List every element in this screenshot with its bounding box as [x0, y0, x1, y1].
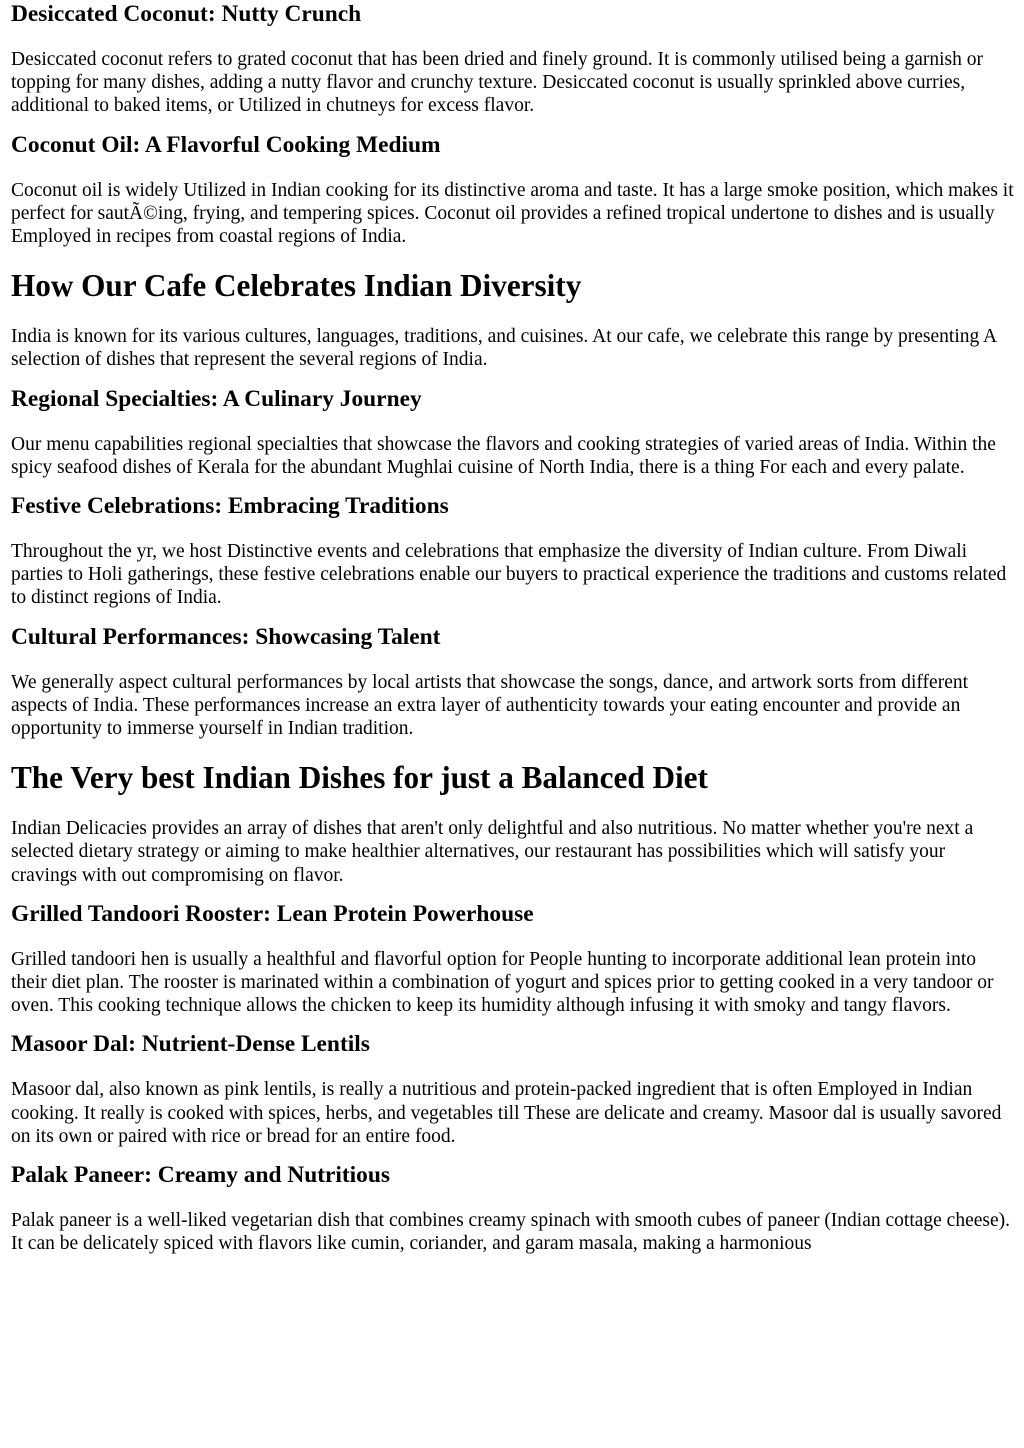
section-body-balanced-diet: Indian Delicacies provides an array of dishes that aren't only delightful and also nutritious. No matter whether you're next a selected dietary strategy or aiming to make healthier alternatives, our restaurant has possibilities which will satisfy your cravings with out compromising on flavor.: [11, 818, 974, 886]
section-body-masoor-dal: Masoor dal, also known as pink lentils, is really a nutritious and protein-packed ingredient that is often Employed in Indian cooking. It really is cooked with spices, herbs, and vegetables till These are delicate and creamy. Masoor dal is usually savored on its own or paired with rice or bread for an entire food.: [11, 1079, 1002, 1147]
section-heading-desiccated-coconut: Desiccated Coconut: Nutty Crunch: [11, 1, 362, 27]
section-body-festive-celebrations: Throughout the yr, we host Distinctive events and celebrations that emphasize the diversity of Indian culture. From Diwali parties to Holi gatherings, these festive celebrations enable our buyers to practical experience the traditions and customs related to distinct regions of India.: [11, 541, 1007, 609]
section-heading-masoor-dal: Masoor Dal: Nutrient-Dense Lentils: [11, 1031, 370, 1058]
section-body-indian-diversity: India is known for its various cultures, languages, traditions, and cuisines. At our cafe, we celebrate this range by presenting A selection of dishes that represent the several regions of India.: [11, 326, 997, 371]
section-heading-balanced-diet: The Very best Indian Dishes for just a Balanced Diet: [11, 760, 708, 796]
section-heading-festive-celebrations: Festive Celebrations: Embracing Traditions: [11, 493, 449, 520]
section-body-tandoori: Grilled tandoori hen is usually a healthful and flavorful option for People hunting to incorporate additional lean protein into their diet plan. The rooster is marinated within a combination of yogurt and spices prior to getting cooked in a very tandoor or oven. This cooking technique allows the chicken to keep its humidity although infusing it with smoky and tangy flavors.: [11, 948, 994, 1017]
section-body-desiccated-coconut: Desiccated coconut refers to grated coconut that has been dried and finely ground. It is commonly utilised being a garnish or topping for many dishes, adding a nutty flavor and crunchy texture. Desiccated coconut is usually sprinkled above curries, additional to baked items, or Utilized in chutneys for excess flavor.: [11, 49, 983, 117]
section-heading-cultural-performances: Cultural Performances: Showcasing Talent: [11, 623, 441, 650]
section-body-cultural-performances: We generally aspect cultural performances by local artists that showcase the songs, dance, and artwork sorts from different aspects of India. These performances increase an extra layer of authenticity towards your eating encounter and provide an opportunity to immerse yourself in Indian tradition.: [11, 671, 969, 740]
section-heading-palak-paneer: Palak Paneer: Creamy and Nutritious: [11, 1162, 390, 1189]
section-body-coconut-oil: Coconut oil is widely Utilized in Indian cooking for its distinctive aroma and taste. It has a large smoke position, which makes it perfect for sautÃ©ing, frying, and tempering spices. Coconut oil provides a refined tropical undertone to dishes and is usually Employed in recipes from coastal regions of India.: [11, 179, 1014, 248]
section-heading-indian-diversity: How Our Cafe Celebrates Indian Diversity: [11, 268, 582, 304]
section-body-palak-paneer: Palak paneer is a well-liked vegetarian dish that combines creamy spinach with smooth cubes of paneer (Indian cottage cheese). It can be delicately spiced with flavors like cumin, coriander, and garam masala, making a harmonious: [11, 1210, 1011, 1255]
section-heading-coconut-oil: Coconut Oil: A Flavorful Cooking Medium: [11, 131, 441, 158]
section-body-regional-specialties: Our menu capabilities regional specialties that showcase the flavors and cooking strategies of varied areas of India. Within the spicy seafood dishes of Kerala for the abundant Mughlai cuisine of North India, there is a thing For each and every palate.: [11, 433, 996, 478]
section-heading-tandoori: Grilled Tandoori Rooster: Lean Protein Powerhouse: [11, 900, 534, 927]
section-heading-regional-specialties: Regional Specialties: A Culinary Journey: [11, 385, 422, 412]
article-content: [11, 0, 1015, 1268]
